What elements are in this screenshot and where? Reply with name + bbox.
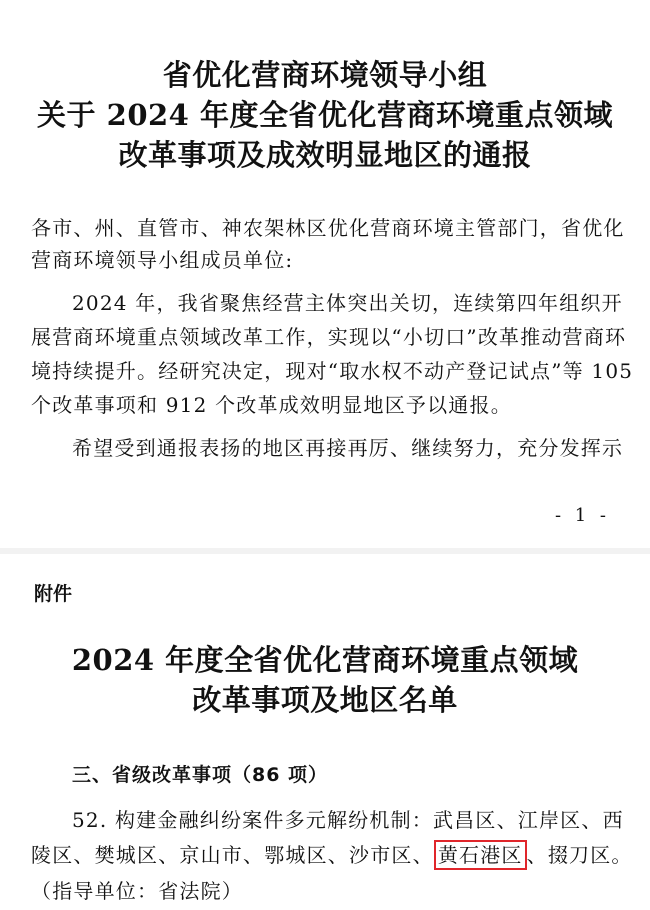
item-52-line-3: （指导单位：省法院） bbox=[31, 879, 243, 903]
paragraph-1-line-2: 展营商环境重点领域改革工作，实现以“小切口”改革推动营商环 bbox=[31, 325, 627, 349]
section-heading: 三、省级改革事项（86 项） bbox=[72, 764, 329, 786]
paragraph-1-line-1: 2024 年，我省聚焦经营主体突出关切，连续第四年组织开 bbox=[72, 291, 623, 315]
page-number: - 1 - bbox=[554, 505, 610, 526]
paragraph-2-line-1: 希望受到通报表扬的地区再接再厉、继续努力，充分发挥示 bbox=[72, 436, 624, 460]
salutation-line-1: 各市、州、直管市、神农架林区优化营商环境主管部门，省优化 bbox=[31, 216, 625, 240]
notice-title-line-3: 改革事项及成效明显地区的通报 bbox=[118, 138, 532, 172]
page-divider bbox=[0, 548, 650, 554]
item-52-line-1: 52. 构建金融纠纷案件多元解纷机制：武昌区、江岸区、西 bbox=[72, 808, 624, 832]
item-52-line-2 bbox=[31, 840, 633, 870]
item-52-line-2-after: 、掇刀区。 bbox=[526, 843, 633, 867]
attachment-label: 附件 bbox=[34, 583, 73, 605]
highlighted-district: 黄石港区 bbox=[434, 840, 527, 870]
attachment-title-line-1: 2024 年度全省优化营商环境重点领域 bbox=[71, 643, 579, 677]
item-52-line-2-before: 陵区、樊城区、京山市、鄂城区、沙市区、 bbox=[31, 843, 434, 867]
notice-title-line-2: 关于 2024 年度全省优化营商环境重点领域 bbox=[37, 98, 613, 132]
attachment-title-line-2: 改革事项及地区名单 bbox=[192, 683, 458, 717]
paragraph-1-line-3: 境持续提升。经研究决定，现对“取水权不动产登记试点”等 105 bbox=[31, 359, 634, 383]
paragraph-1-line-4: 个改革事项和 912 个改革成效明显地区予以通报。 bbox=[31, 393, 512, 417]
salutation-line-2: 营商环境领导小组成员单位: bbox=[31, 248, 294, 272]
notice-title-line-1: 省优化营商环境领导小组 bbox=[162, 58, 488, 92]
